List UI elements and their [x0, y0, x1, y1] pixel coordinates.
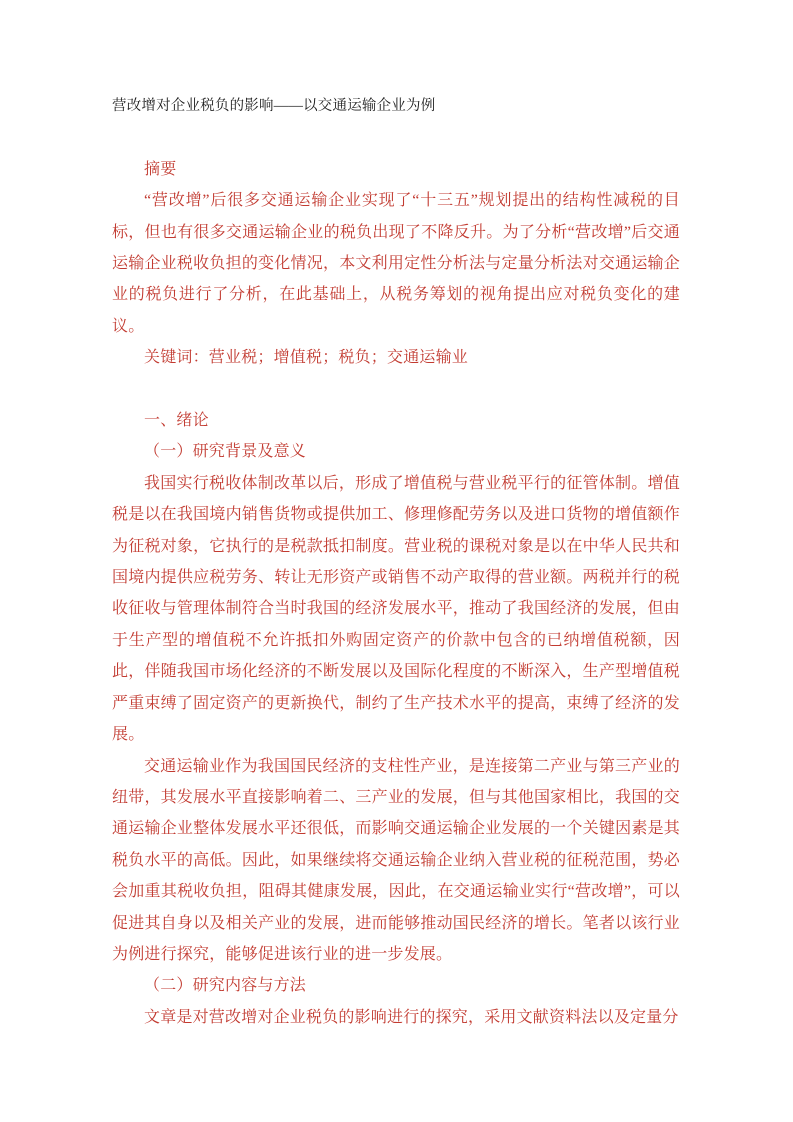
subsection-heading-background-significance: （一）研究背景及意义: [144, 443, 307, 461]
paragraph-research-approach: 文章是对营改增对企业税负的影响进行的探究，采用文献资料法以及定量分: [144, 1008, 679, 1026]
document-content: [112, 0, 680, 1033]
document-title: 营改增对企业税负的影响——以交通运输企业为例: [112, 98, 436, 114]
abstract-paragraph: “营改增”后很多交通运输企业实现了“十三五”规划提出的结构性减税的目标，但也有很多交通运输企业的税负出现了不降反升。为了分析“营改增”后交通运输企业税收负担的变化情况，本文利用定性分析法与定量分析法对交通运输企业的税负进行了分析，在此基础上，从税务筹划的视角提出应对税负变化的建议。: [112, 192, 680, 335]
section-heading-introduction: 一、绪论: [144, 412, 209, 430]
subsection-heading-content-methods: （二）研究内容与方法: [144, 977, 307, 995]
abstract-heading: 摘要: [144, 160, 177, 178]
paragraph-tax-system-reform: 我国实行税收体制改革以后，形成了增值税与营业税平行的征管体制。增值税是以在我国境内销售货物或提供加工、修理修配劳务以及进口货物的增值额作为征税对象，它执行的是税款抵扣制度。营业税的课税对象是以在中华人民共和国境内提供应税劳务、转让无形资产或销售不动产取得的营业额。两税并行的税收征收与管理体制符合当时我国的经济发展水平，推动了我国经济的发展，但由于生产型的增值税不允许抵扣外购固定资产的价款中包含的已纳增值税额，因此，伴随我国市场化经济的不断发展以及国际化程度的不断深入，生产型增值税严重束缚了固定资产的更新换代，制约了生产技术水平的提高，束缚了经济的发展。: [112, 474, 680, 744]
paragraph-transport-industry: 交通运输业作为我国国民经济的支柱性产业，是连接第二产业与第三产业的纽带，其发展水平直接影响着二、三产业的发展，但与其他国家相比，我国的交通运输企业整体发展水平还很低，而影响交通运输企业发展的一个关键因素是其税负水平的高低。因此，如果继续将交通运输企业纳入营业税的征税范围，势必会加重其税收负担，阻碍其健康发展，因此，在交通运输业实行“营改增”，可以促进其自身以及相关产业的发展，进而能够推动国民经济的增长。笔者以该行业为例进行探究，能够促进该行业的进一步发展。: [112, 757, 680, 963]
spacer: [112, 122, 680, 153]
keywords-line: 关键词：营业税；增值税；税负；交通运输业: [144, 349, 469, 367]
spacer: [112, 374, 680, 405]
